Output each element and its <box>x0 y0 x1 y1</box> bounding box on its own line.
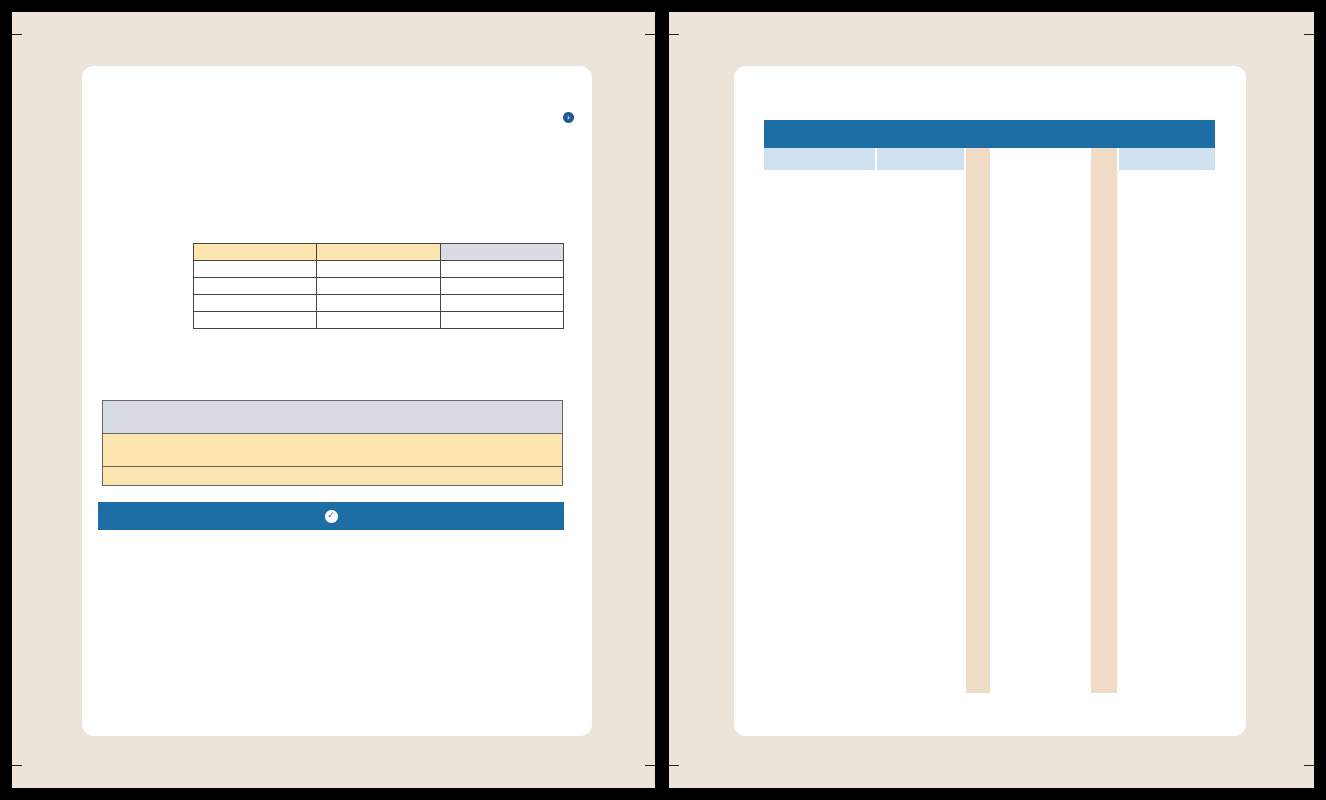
quiz-header <box>98 502 564 530</box>
program-times-table <box>193 243 564 329</box>
exercise-3-card <box>734 66 1246 736</box>
label-printer <box>103 467 563 486</box>
quiz-area <box>98 530 564 727</box>
left-page <box>12 12 655 788</box>
label-disk <box>103 434 563 467</box>
header-printer <box>194 244 317 261</box>
table-row <box>194 278 564 295</box>
chevron-icon: ‹ <box>563 112 574 123</box>
label-time-units <box>103 401 563 434</box>
table-row <box>194 295 564 312</box>
timeline-table <box>102 400 563 486</box>
header-disk <box>317 244 440 261</box>
explore-heading <box>559 112 574 123</box>
table-row <box>194 261 564 278</box>
connection-lines <box>734 66 1246 736</box>
right-page <box>669 12 1314 788</box>
exercise-4-card <box>82 66 592 736</box>
check-icon: ✓ <box>325 510 338 523</box>
header-program <box>440 244 563 261</box>
table-row <box>194 312 564 329</box>
